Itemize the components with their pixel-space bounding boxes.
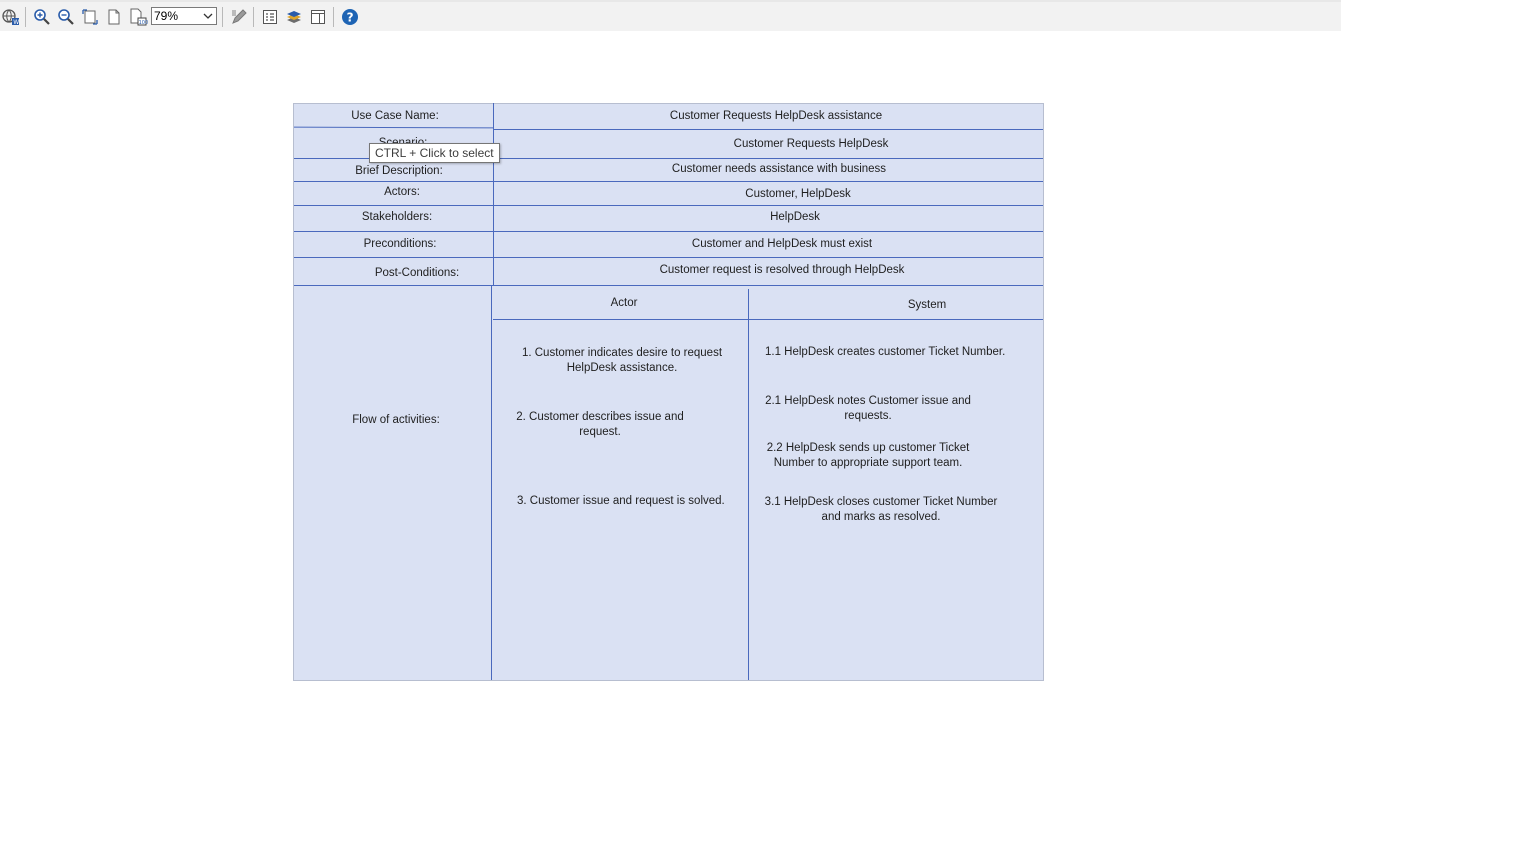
stakeholders-label: Stakeholders:: [361, 211, 433, 223]
brief-description-label: Brief Description:: [355, 165, 443, 177]
layers-icon[interactable]: [284, 7, 304, 27]
zoom-select[interactable]: [151, 7, 217, 25]
web-publish-icon[interactable]: [1, 7, 21, 27]
zoom-in-icon[interactable]: [32, 7, 52, 27]
svg-text:100: 100: [138, 20, 149, 26]
panel-icon[interactable]: [308, 7, 328, 27]
system-column-header: System: [907, 299, 947, 311]
system-step: 2.2 HelpDesk sends up customer Ticket Number to appropriate support team.: [766, 442, 970, 469]
svg-text:?: ?: [346, 10, 354, 25]
flow-header-divider: [493, 319, 1043, 320]
actor-column-header: Actor: [610, 297, 638, 309]
use-case-name-value: Customer Requests HelpDesk assistance: [669, 110, 883, 122]
row-divider: [294, 205, 1043, 206]
post-conditions-value: Customer request is resolved through HelpDesk: [659, 264, 905, 276]
toolbar: [0, 0, 1341, 31]
actual-size-icon[interactable]: [104, 7, 124, 27]
row-divider: [494, 129, 1043, 130]
preconditions-label: Preconditions:: [363, 238, 437, 250]
flow-of-activities-label: Flow of activities:: [352, 414, 440, 426]
actor-step: 1. Customer indicates desire to request HelpDesk assistance.: [521, 347, 723, 374]
column-divider: [493, 103, 494, 286]
row-divider: [294, 181, 1043, 182]
actors-label: Actors:: [384, 186, 420, 198]
properties-icon[interactable]: [260, 7, 280, 27]
actor-system-divider: [748, 289, 749, 680]
system-step: 2.1 HelpDesk notes Customer issue and requests.: [765, 395, 971, 422]
tooltip: CTRL + Click to select: [369, 143, 500, 163]
system-step: 1.1 HelpDesk creates customer Ticket Number.: [765, 346, 1006, 358]
row-divider: [294, 285, 1043, 286]
row-divider: [294, 257, 1043, 258]
zoom-value: 79%: [154, 9, 179, 23]
column-divider: [491, 286, 492, 680]
use-case-diagram[interactable]: [293, 103, 1044, 681]
svg-text:W: W: [13, 19, 20, 26]
fit-page-icon[interactable]: [80, 7, 100, 27]
brief-description-value: Customer needs assistance with business: [671, 163, 887, 175]
stakeholders-value: HelpDesk: [770, 211, 820, 223]
actor-step: 3. Customer issue and request is solved.: [517, 495, 725, 507]
zoom-out-icon[interactable]: [56, 7, 76, 27]
post-conditions-label: Post-Conditions:: [374, 267, 460, 279]
actors-value: Customer, HelpDesk: [745, 188, 851, 200]
actor-step: 2. Customer describes issue and request.: [516, 411, 684, 438]
row-divider: [294, 231, 1043, 232]
preconditions-value: Customer and HelpDesk must exist: [691, 238, 873, 250]
help-icon[interactable]: [340, 7, 360, 27]
chevron-down-icon: [203, 10, 213, 24]
pen-icon[interactable]: [229, 7, 249, 27]
page-width-icon[interactable]: [128, 7, 148, 27]
use-case-name-label: Use Case Name:: [351, 110, 439, 122]
system-step: 3.1 HelpDesk closes customer Ticket Number and marks as resolved.: [764, 496, 998, 523]
scenario-value: Customer Requests HelpDesk: [733, 138, 889, 150]
